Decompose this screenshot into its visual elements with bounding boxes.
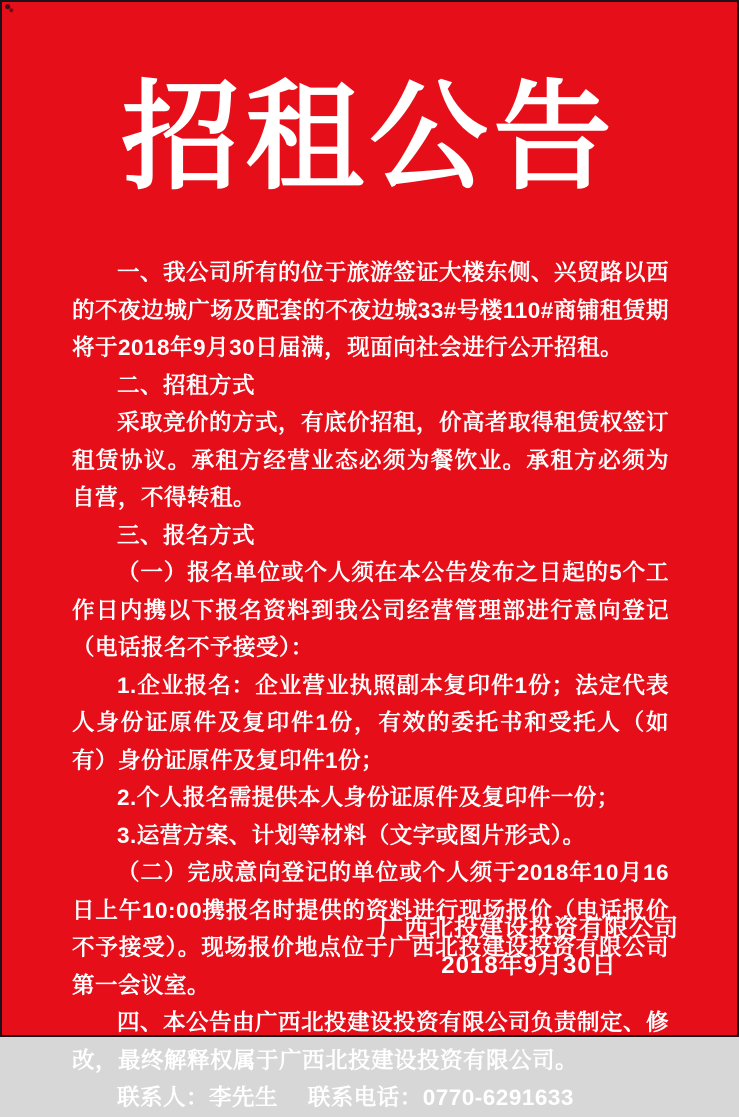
heading-signup-method: 三、报名方式 xyxy=(117,522,256,548)
para-signup-company-item: 1.企业报名：企业营业执照副本复印件1份；法定代表人身份证原件及复印件1份，有效的委托书和受托人（如有）身份证原件及复印件1份； xyxy=(72,672,669,773)
announcement-body xyxy=(72,254,669,1117)
para-signup-bidding: （二）完成意向登记的单位或个人须于2018年10月16日上午10:00携报名时提供的资料进行现场报价（电话报价不予接受）。现场报价地点位于广西北投建设投资有限公司第一会议室。 xyxy=(72,860,669,998)
para-rental-method: 采取竞价的方式，有底价招租，价高者取得租赁权签订租赁协议。承租方经营业态必须为餐饮业。承租方必须为自营，不得转租。 xyxy=(72,410,670,510)
para-signup-plan-item: 3.运营方案、计划等材料（文字或图片形式）。 xyxy=(117,822,586,848)
signature-date: 2018年9月30日 xyxy=(441,952,617,979)
para-interpretation-rights: 四、本公告由广西北投建设投资有限公司负责制定、修改，最终解释权属于广西北投建设投资有限公司。 xyxy=(72,1010,670,1073)
signature-company: 广西北投建设投资有限公司 xyxy=(379,915,679,942)
contact-line: 联系人：李先生 联系电话：0770-6291633 xyxy=(117,1085,574,1110)
signature-block xyxy=(379,910,679,984)
corner-artifact xyxy=(5,4,14,13)
para-signup-individual-item: 2.个人报名需提供本人身份证原件及复印件一份； xyxy=(117,785,620,810)
para-signup-registration: （一）报名单位或个人须在本公告发布之日起的5个工作日内携以下报名资料到我公司经营管理部进行意向登记（电话报名不予接受）： xyxy=(72,560,669,660)
para-intro: 一、我公司所有的位于旅游签证大楼东侧、兴贸路以西的不夜边城广场及配套的不夜边城33#号楼110#商铺租赁期将于2018年9月30日届满，现面向社会进行公开招租。 xyxy=(72,260,670,360)
poster-title: 招租公告 xyxy=(121,73,618,204)
heading-rental-method: 二、招租方式 xyxy=(117,372,256,398)
